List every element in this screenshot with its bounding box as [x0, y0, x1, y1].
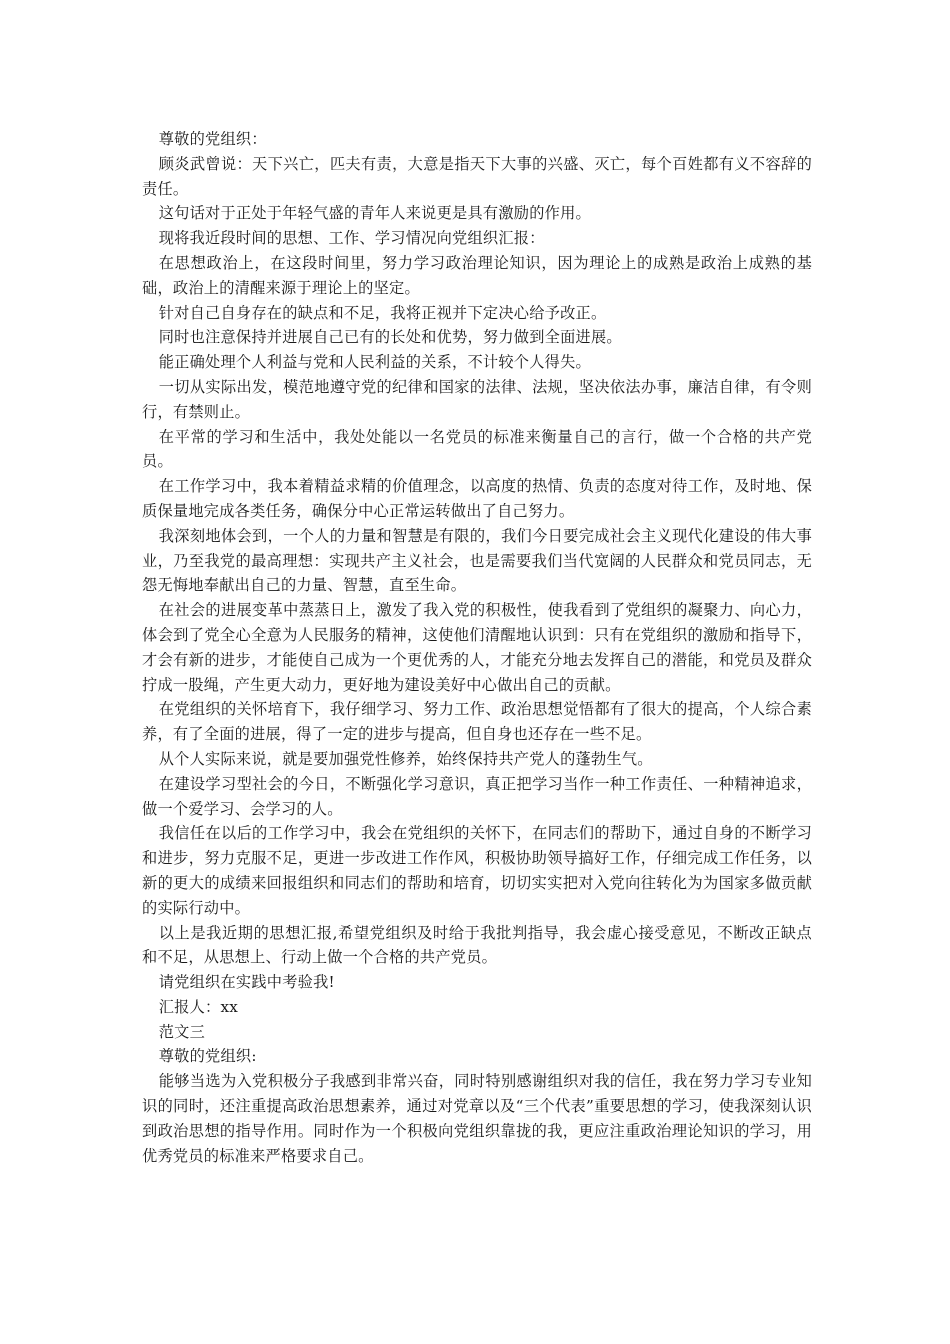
- paragraph: 我信任在以后的工作学习中，我会在党组织的关怀下，在同志们的帮助下，通过自身的不断学习和进步，努力克服不足，更进一步改进工作作风，积极协助领导搞好工作，仔细完成工作任务，以新的更大的成绩来回报组织和同志们的帮助和培育，切切实实把对入党向往转化为为国家多做贡献的实际行动中。: [142, 824, 812, 917]
- paragraph: 能正确处理个人利益与党和人民利益的关系，不计较个人得失。: [158, 353, 591, 372]
- paragraph: 在思想政治上，在这段时间里，努力学习政治理论知识，因为理论上的成熟是政治上成熟的基础，政治上的清醒来源于理论上的坚定。: [142, 253, 812, 297]
- paragraph: 在建设学习型社会的今日，不断强化学习意识，真正把学习当作一种工作责任、一种精神追求，做一个爱学习、会学习的人。: [142, 774, 812, 818]
- signature-line: 汇报人：xx: [158, 997, 239, 1016]
- document-body: [142, 127, 812, 1168]
- section-heading: 范文三: [158, 1022, 206, 1041]
- paragraph: 一切从实际出发，模范地遵守党的纪律和国家的法律、法规，坚决依法办事，廉洁自律，有令则行，有禁则止。: [142, 377, 812, 421]
- paragraph: 在党组织的关怀培育下，我仔细学习、努力工作、政治思想觉悟都有了很大的提高，个人综合素养，有了全面的进展，得了一定的进步与提高，但自身也还存在一些不足。: [142, 700, 812, 744]
- paragraph: 在平常的学习和生活中，我处处能以一名党员的标准来衡量自己的言行，做一个合格的共产党员。: [142, 427, 812, 471]
- paragraph: 在社会的进展变革中蒸蒸日上，激发了我入党的积极性，使我看到了党组织的凝聚力、向心力，体会到了党全心全意为人民服务的精神，这使他们清醒地认识到：只有在党组织的激励和指导下，才会有新的进步，才能使自己成为一个更优秀的人，才能充分地去发挥自己的潜能，和党员及群众拧成一股绳，产生更大动力，更好地为建设美好中心做出自己的贡献。: [142, 601, 812, 694]
- salutation: 尊敬的党组织：: [158, 130, 267, 148]
- paragraph: 这句话对于正处于年轻气盛的青年人来说更是具有激励的作用。: [158, 204, 591, 223]
- paragraph: 以上是我近期的思想汇报,希望党组织及时给于我批判指导，我会虚心接受意见，不断改正缺点和不足，从思想上、行动上做一个合格的共产党员。: [142, 923, 812, 967]
- paragraph: 顾炎武曾说：天下兴亡，匹夫有责，大意是指天下大事的兴盛、灭亡，每个百姓都有义不容辞的责任。: [142, 154, 812, 198]
- paragraph: 同时也注意保持并进展自己已有的长处和优势，努力做到全面进展。: [158, 328, 622, 347]
- paragraph: 请党组织在实践中考验我!: [158, 973, 335, 992]
- salutation: 尊敬的党组织:: [158, 1047, 257, 1066]
- paragraph: 在工作学习中，我本着精益求精的价值理念，以高度的热情、负责的态度对待工作，及时地、保质保量地完成各类任务，确保分中心正常运转做出了自己努力。: [142, 477, 812, 520]
- paragraph: 能够当选为入党积极分子我感到非常兴奋，同时特别感谢组织对我的信任，我在努力学习专业知识的同时，还注重提高政治思想素养，通过对党章以及“三个代表”重要思想的学习，使我深刻认识到政治思想的指导作用。同时作为一个积极向党组织靠拢的我，更应注重政治理论知识的学习，用优秀党员的标准来严格要求自己。: [142, 1072, 812, 1165]
- paragraph: 从个人实际来说，就是要加强党性修养，始终保持共产党人的蓬勃生气。: [158, 749, 653, 768]
- paragraph: 现将我近段时间的思想、工作、学习情况向党组织汇报：: [158, 229, 545, 248]
- paragraph: 针对自己自身存在的缺点和不足，我将正视并下定决心给予改正。: [158, 303, 607, 322]
- paragraph: 我深刻地体会到，一个人的力量和智慧是有限的，我们今日要完成社会主义现代化建设的伟大事业，乃至我党的最高理想：实现共产主义社会，也是需要我们当代宽阔的人民群众和党员同志，无怨无悔地奉献出自己的力量、智慧，直至生命。: [142, 526, 812, 595]
